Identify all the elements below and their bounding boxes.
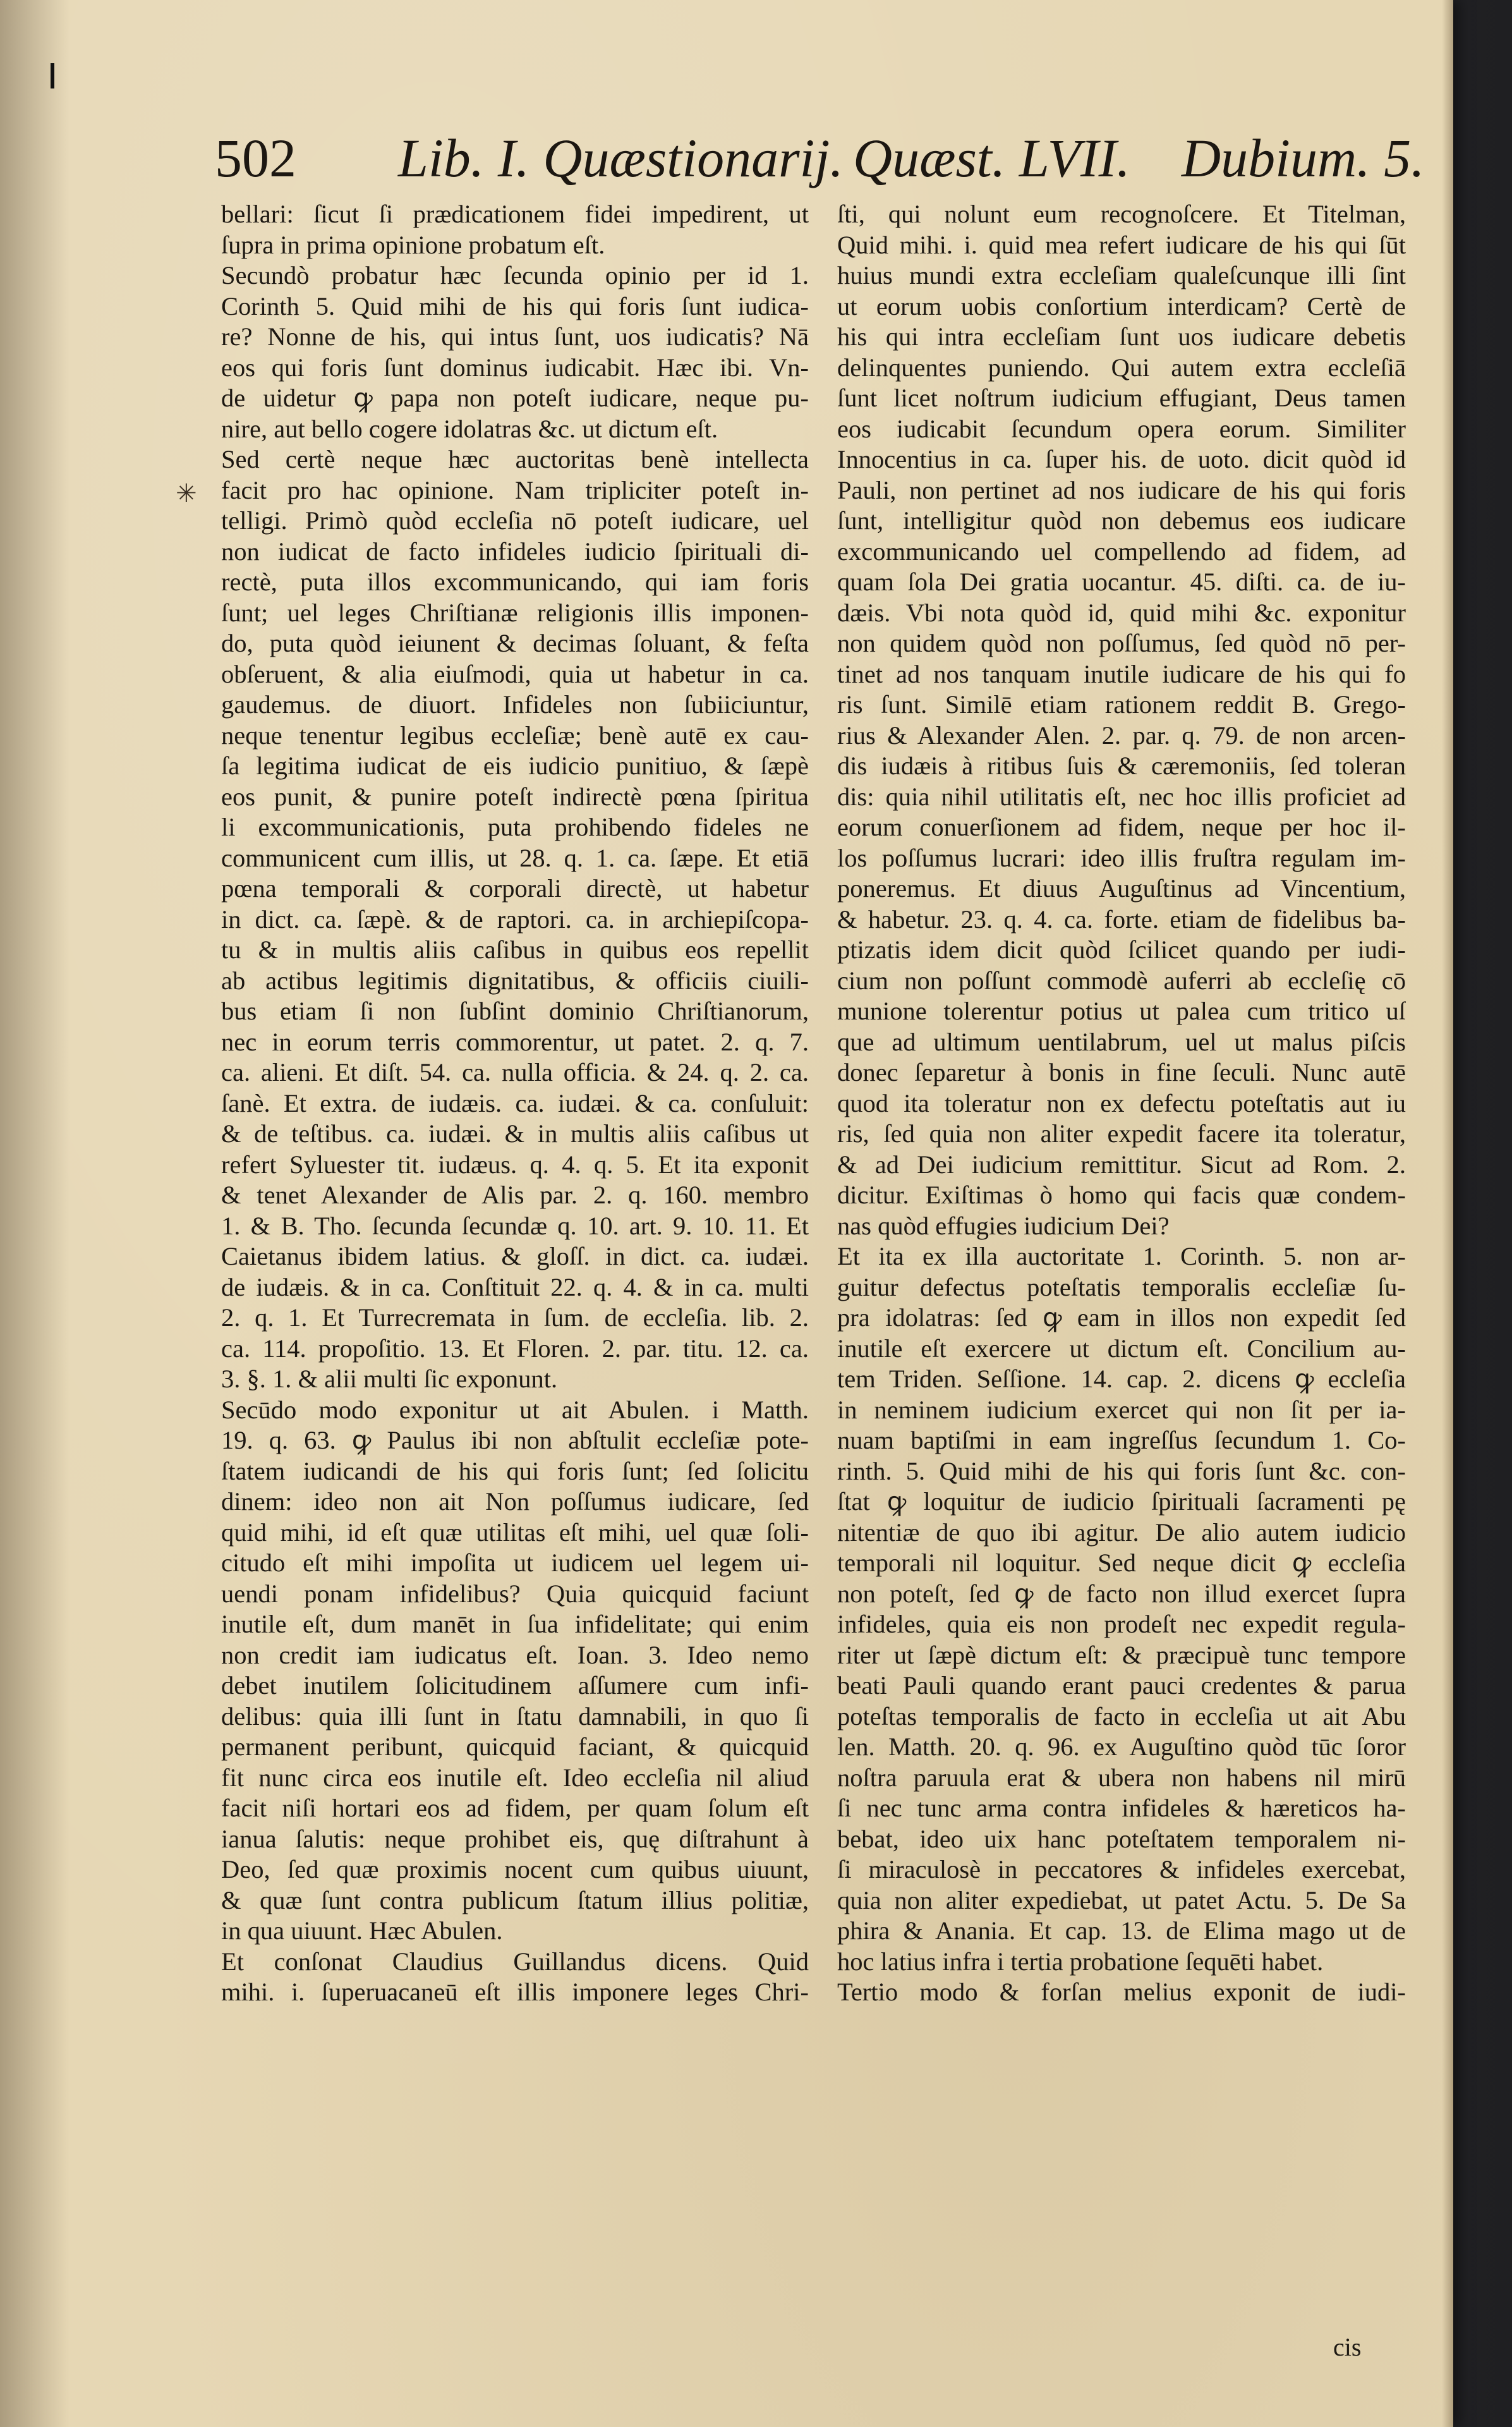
text-line: bus etiam ſi non ſubſint dominio Chriſtianorum, xyxy=(221,997,809,1025)
text-line: quid mihi, id eſt quæ utilitas eſt mihi, uel quæ ſoli- xyxy=(221,1518,809,1547)
text-line: eorum conuerſionem ad fidem, neque per hoc il- xyxy=(837,813,1406,841)
text-line: quod ita toleratur non ex defectu poteſtatis aut iu xyxy=(837,1088,1406,1117)
text-line: ianua ſalutis: neque prohibet eis, quę diſtrahunt à xyxy=(221,1824,809,1853)
text-line: Innocentius in ca. ſuper his. de uoto. dicit quòd id xyxy=(837,445,1406,473)
text-line: telligi. Primò quòd eccleſia nō poteſt iudicare, uel xyxy=(221,506,809,535)
text-line: eos qui foris ſunt dominus iudicabit. Hæc ibi. Vn- xyxy=(221,353,809,382)
text-line: inutile eſt, dum manēt in ſua infidelitate; qui enim xyxy=(221,1610,809,1638)
text-line: Caietanus ibidem latius. & gloſſ. in dict. ca. iudæi. xyxy=(221,1242,809,1270)
text-line: de uidetur ꝙ papa non poteſt iudicare, neque pu- xyxy=(221,384,809,412)
text-line: ptizatis idem dicit quòd ſcilicet quando per iudi- xyxy=(837,935,1406,964)
text-line: los poſſumus lucrari: ideo illis fruſtra regulam im- xyxy=(837,843,1406,872)
left-text-column xyxy=(221,199,809,2008)
text-line: rectè, puta illos excommunicando, qui iam foris xyxy=(221,568,809,596)
text-line: in dict. ca. ſæpè. & de raptori. ca. in archiepiſcopa- xyxy=(221,904,809,934)
text-line: temporali nil loquitur. Sed neque dicit ꝙ eccleſia xyxy=(837,1548,1406,1577)
text-line: hoc latius infra i tertia probatione ſequēti habet. xyxy=(837,1947,1324,1976)
text-line: do, puta quòd ieiunent & decimas ſoluant, & feſta xyxy=(221,629,809,657)
running-header xyxy=(215,126,1425,196)
text-line: communicent cum illis, ut 28. q. 1. ca. ſæpe. Et etiā xyxy=(221,843,809,872)
text-line: pra idolatras: ſed ꝙ eam in illos non expedit ſed xyxy=(837,1303,1406,1332)
text-line: Deo, ſed quæ proximis nocent cum quibus uiuunt, xyxy=(221,1855,809,1883)
text-line: delibus: quia illi ſunt in ſtatu damnabili, in quo ſi xyxy=(221,1701,809,1731)
text-line: refert Syluester tit. iudæus. q. 4. q. 5. Et ita exponit xyxy=(221,1150,809,1179)
text-line: Et conſonat Claudius Guillandus dicens. Quid xyxy=(221,1947,809,1976)
book-title: Lib. I. Quæstionarij. xyxy=(398,128,844,188)
text-line: de iudæis. & in ca. Conſtituit 22. q. 4. & in ca. multi xyxy=(221,1272,809,1301)
text-line: ſtatem iudicandi de his qui foris ſunt; ſed ſolicitu xyxy=(221,1456,809,1485)
text-line: Pauli, non pertinet ad nos iudicare de his qui foris xyxy=(837,475,1406,504)
text-line: mihi. i. ſuperuacaneū eſt illis imponere leges Chri- xyxy=(221,1978,809,2006)
text-line: quia non aliter expediebat, ut patet Actu. 5. De Sa xyxy=(837,1885,1406,1914)
text-line: poneremus. Et diuus Auguſtinus ad Vincentium, xyxy=(837,874,1406,903)
text-line: beati Pauli quando erant pauci credentes & parua xyxy=(837,1671,1406,1700)
text-line: ſtat ꝙ loquitur de iudicio ſpirituali ſacramenti pę xyxy=(837,1487,1406,1516)
text-line: phira & Anania. Et cap. 13. de Elima mago ut de xyxy=(837,1916,1406,1945)
text-line: guitur defectus poteſtatis temporalis eccleſiæ ſu- xyxy=(837,1272,1406,1301)
text-line: ab actibus legitimis dignitatibus, & officiis ciuili- xyxy=(221,966,809,995)
margin-asterisk-mark: ✳ xyxy=(176,479,197,508)
text-line: Et ita ex illa auctoritate 1. Corinth. 5. non ar- xyxy=(837,1242,1406,1270)
page-number: 502 xyxy=(215,128,296,188)
text-line: ca. 114. propoſitio. 13. Et Floren. 2. par. titu. 12. ca. xyxy=(221,1334,809,1363)
text-line: citudo eſt mihi impoſita ut iudicem uel legem ui- xyxy=(221,1548,809,1577)
text-line: riter ut ſæpè dictum eſt: & præcipuè tunc tempore xyxy=(837,1640,1406,1669)
text-line: re? Nonne de his, qui intus ſunt, uos iudicatis? Nā xyxy=(221,322,809,351)
text-line: ris, ſed quia non aliter expedit facere ita toleratur, xyxy=(837,1119,1406,1148)
text-line: in neminem iudicium exercet qui non ſit per ia- xyxy=(837,1395,1406,1424)
text-line: ſi nec tunc arma contra infideles & hæreticos ha- xyxy=(837,1794,1406,1822)
text-line: rinth. 5. Quid mihi de his qui foris ſunt &c. con- xyxy=(837,1456,1406,1485)
text-line: neque tenentur legibus eccleſiæ; benè autē ex cau- xyxy=(221,721,809,750)
text-line: ſunt; uel leges Chriſtianæ religionis illis imponen- xyxy=(221,598,809,627)
text-line: non poteſt, ſed ꝙ de facto non illud exercet ſupra xyxy=(837,1579,1406,1608)
text-line: nas quòd effugies iudicium Dei? xyxy=(837,1211,1170,1240)
text-line: ſanè. Et extra. de iudæis. ca. iudæi. & ca. conſuluit: xyxy=(221,1088,809,1117)
text-line: permanent peribunt, quicquid faciant, & quicquid xyxy=(221,1732,809,1761)
text-line: fit nunc circa eos inutile eſt. Ideo eccleſia nil aliud xyxy=(221,1763,809,1792)
text-line: munione tolerentur potius ut palea cum tritico uſ xyxy=(837,997,1406,1025)
text-line: & habetur. 23. q. 4. ca. forte. etiam de fidelibus ba- xyxy=(837,904,1406,934)
text-line: nitentiæ de quo ibi agitur. De alio autem iudicio xyxy=(837,1518,1406,1547)
text-line: 19. q. 63. ꝙ Paulus ibi non abſtulit eccleſiæ pote- xyxy=(221,1426,809,1454)
text-line: his qui intra eccleſiam ſunt uos iudicare debetis xyxy=(837,322,1406,351)
text-line: tu & in multis aliis caſibus in quibus eos repellit xyxy=(221,935,809,964)
text-line: rius & Alexander Alen. 2. par. q. 79. de non arcen- xyxy=(837,721,1406,750)
text-line: & quæ ſunt contra publicum ſtatum illius politiæ, xyxy=(221,1885,809,1914)
text-line: eos iudicabit ſecundum opera eorum. Similiter xyxy=(837,414,1406,443)
text-line: excommunicando uel compellendo ad fidem, ad xyxy=(837,537,1406,566)
text-line: non quidem quòd non poſſumus, ſed quòd nō per- xyxy=(837,629,1406,657)
text-line: quam ſola Dei gratia uocantur. 45. diſti. ca. de iu- xyxy=(837,568,1406,596)
margin-ink-mark xyxy=(51,63,54,88)
text-line: debet inutilem ſolicitudinem aſſumere cum infi- xyxy=(221,1671,809,1700)
text-line: eos punit, & punire poteſt indirectè pœna ſpiritua xyxy=(221,782,809,811)
text-line: 2. q. 1. Et Turrecremata in ſum. de eccleſia. lib. 2. xyxy=(221,1303,809,1332)
text-line: 3. §. 1. & alii multi ſic exponunt. xyxy=(221,1365,558,1393)
text-line: dicitur. Exiſtimas ò homo qui facis quæ condem- xyxy=(837,1181,1406,1209)
text-line: Secundò probatur hæc ſecunda opinio per id 1. xyxy=(221,261,809,289)
question-number: Quæst. LVII. xyxy=(853,128,1130,188)
text-line: uendi ponam infidelibus? Quia quicquid faciunt xyxy=(221,1579,809,1608)
text-line: & tenet Alexander de Alis par. 2. q. 160. membro xyxy=(221,1181,809,1209)
text-line: dinem: ideo non ait Non poſſumus iudicare, ſed xyxy=(221,1487,809,1516)
text-line: tem Triden. Seſſione. 14. cap. 2. dicens ꝙ eccleſia xyxy=(837,1365,1406,1393)
text-line: in qua uiuunt. Hæc Abulen. xyxy=(221,1916,503,1945)
dubium-number: Dubium. 5. xyxy=(1182,128,1425,188)
text-line: ſti, qui nolunt eum recognoſcere. Et Titelman, xyxy=(837,200,1406,228)
text-line: Tertio modo & forſan melius exponit de iudi- xyxy=(837,1978,1406,2006)
text-line: Corinth 5. Quid mihi de his qui foris ſunt iudica- xyxy=(221,291,809,320)
gutter-shadow xyxy=(0,0,70,2427)
text-line: donec ſeparetur à bonis in fine ſeculi. Nunc autē xyxy=(837,1058,1406,1086)
text-line: que ad ultimum uentilabrum, uel ut malus piſcis xyxy=(837,1027,1406,1056)
text-line: 1. & B. Tho. ſecunda ſecundæ q. 10. art. 9. 10. 11. Et xyxy=(221,1211,809,1240)
text-line: nec in eorum terris commorentur, ut patet. 2. q. 7. xyxy=(221,1027,809,1056)
text-line: bebat, ideo uix hanc poteſtatem temporalem ni- xyxy=(837,1824,1406,1853)
text-line: & ad Dei iudicium remittitur. Sicut ad Rom. 2. xyxy=(837,1150,1406,1179)
text-line: infideles, quia eis non prodeſt nec expedit regula- xyxy=(837,1610,1406,1638)
text-line: facit niſi hortari eos ad fidem, per quam ſolum eſt xyxy=(221,1794,809,1822)
text-line: & de teſtibus. ca. iudæi. & in multis aliis caſibus ut xyxy=(221,1119,809,1148)
text-line: facit pro hac opinione. Nam tripliciter poteſt in- xyxy=(221,475,809,504)
text-line: ut eorum uobis conſortium interdicam? Certè de xyxy=(837,291,1406,320)
text-line: dis: quia nihil utilitatis eſt, nec hoc illis proficiet ad xyxy=(837,782,1406,811)
text-line: noſtra paruula erat & ubera non habens nil mirū xyxy=(837,1763,1406,1792)
text-line: ſa legitima iudicat de eis iudicio punitiuo, & ſæpè xyxy=(221,751,809,780)
text-line: ſupra in prima opinione probatum eſt. xyxy=(221,230,605,259)
text-line: tinet ad nos tanquam inutile iudicare de his qui fo xyxy=(837,659,1406,688)
text-line: non iudicat de facto infideles iudicio ſpirituali di- xyxy=(221,537,809,566)
page-edge-shadow xyxy=(1442,0,1453,2427)
text-line: Secūdo modo exponitur ut ait Abulen. i Matth. xyxy=(221,1395,809,1424)
text-line: cium non poſſunt commodè auferri ab eccleſię cō xyxy=(837,966,1406,995)
text-line: nire, aut bello cogere idolatras &c. ut dictum eſt. xyxy=(221,414,718,443)
text-line: delinquentes puniendo. Qui autem extra eccleſiā xyxy=(837,353,1406,382)
text-line: ſi miraculosè in peccatores & infideles exercebat, xyxy=(837,1855,1406,1883)
text-line: ſunt licet noſtrum iudicium effugiant, Deus tamen xyxy=(837,384,1406,412)
text-line: Sed certè neque hæc auctoritas benè intellecta xyxy=(221,445,809,473)
text-line: pœna temporali & corporali directè, ut habetur xyxy=(221,874,809,903)
right-text-column xyxy=(837,199,1406,2008)
text-line: dæis. Vbi nota quòd id, quid mihi &c. exponitur xyxy=(837,598,1406,627)
text-line: li excommunicationis, puta prohibendo fideles ne xyxy=(221,813,809,841)
text-line: gaudemus. de diuort. Infideles non ſubiiciuntur, xyxy=(221,690,809,719)
text-line: bellari: ſicut ſi prædicationem fidei impedirent, ut xyxy=(221,200,809,228)
text-line: obſeruent, & alia eiuſmodi, quia ut habetur in ca. xyxy=(221,659,809,688)
text-line: len. Matth. 20. q. 96. ex Auguſtino quòd tūc ſoror xyxy=(837,1732,1406,1761)
text-line: Quid mihi. i. quid mea refert iudicare de his qui ſūt xyxy=(837,230,1406,259)
text-line: huius mundi extra eccleſiam qualeſcunque illi ſint xyxy=(837,261,1406,289)
text-line: nuam baptiſmi in eam ingreſſus ſecundum 1. Co- xyxy=(837,1426,1406,1454)
text-line: ris ſunt. Similē etiam rationem reddit B. Grego- xyxy=(837,690,1406,719)
text-line: non credit iam iudicatus eſt. Ioan. 3. Ideo nemo xyxy=(221,1640,809,1669)
text-line: poteſtas temporalis de facto in eccleſia ut ait Abu xyxy=(837,1701,1406,1731)
text-line: dis iudæis à ritibus ſuis & cæremoniis, ſed toleran xyxy=(837,751,1406,780)
text-line: ſunt, intelligitur quòd non debemus eos iudicare xyxy=(837,506,1406,535)
text-line: inutile eſt exercere ut dictum eſt. Concilium au- xyxy=(837,1334,1406,1363)
text-line: ca. alieni. Et diſt. 54. ca. nulla officia. & 24. q. 2. ca. xyxy=(221,1058,809,1086)
catchword: cis xyxy=(1333,2333,1362,2361)
